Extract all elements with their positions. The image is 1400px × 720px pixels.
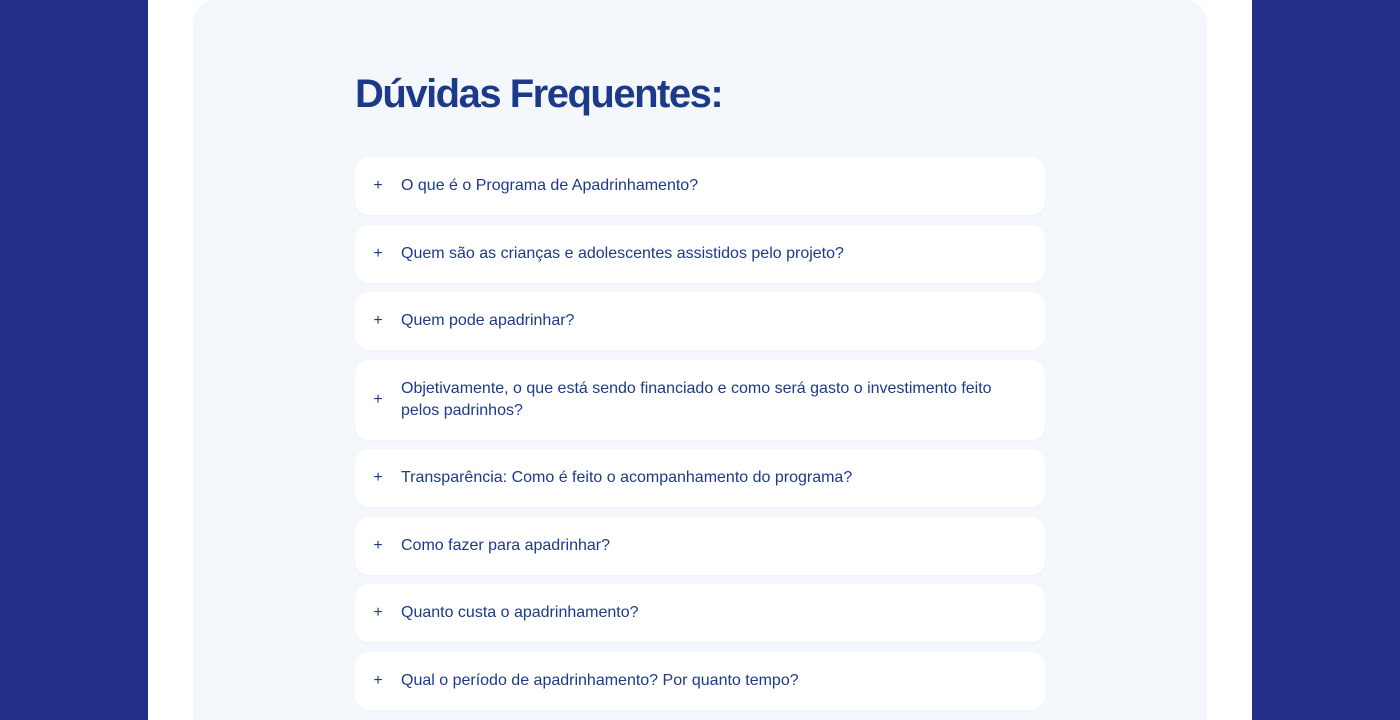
faq-section (193, 0, 1207, 720)
faq-title: Dúvidas Frequentes: (355, 72, 723, 116)
faq-item-financiamento[interactable] (355, 360, 1045, 440)
faq-item-programa[interactable] (355, 157, 1045, 215)
faq-question: Qual o período de apadrinhamento? Por quanto tempo? (401, 671, 799, 689)
plus-icon: + (373, 312, 383, 329)
faq-item-custo[interactable] (355, 584, 1045, 642)
page (148, 0, 1252, 720)
faq-question: Quanto custa o apadrinhamento? (401, 604, 639, 621)
plus-icon: + (373, 536, 383, 554)
plus-icon: + (373, 177, 383, 194)
faq-question: Quem são as crianças e adolescentes assistidos pelo projeto? (401, 244, 844, 262)
faq-question: Como fazer para apadrinhar? (401, 536, 611, 554)
plus-icon: + (373, 469, 383, 486)
faq-question: Quem pode apadrinhar? (401, 312, 575, 329)
faq-item-transparencia[interactable] (355, 449, 1045, 507)
faq-item-criancas[interactable] (355, 225, 1045, 283)
faq-question: O que é o Programa de Apadrinhamento? (401, 177, 699, 194)
faq-question: Objetivamente, o que está sendo financiado e como será gasto o investimento feito pelos padrinhos? (401, 379, 992, 419)
plus-icon: + (373, 244, 383, 262)
faq-item-como-apadrinhar[interactable] (355, 517, 1045, 575)
faq-item-periodo[interactable] (355, 652, 1045, 710)
plus-icon: + (373, 390, 383, 408)
faq-item-quem-pode[interactable] (355, 292, 1045, 350)
plus-icon: + (373, 604, 383, 621)
faq-list (355, 157, 1045, 719)
plus-icon: + (373, 671, 383, 689)
faq-question: Transparência: Como é feito o acompanhamento do programa? (401, 469, 853, 486)
